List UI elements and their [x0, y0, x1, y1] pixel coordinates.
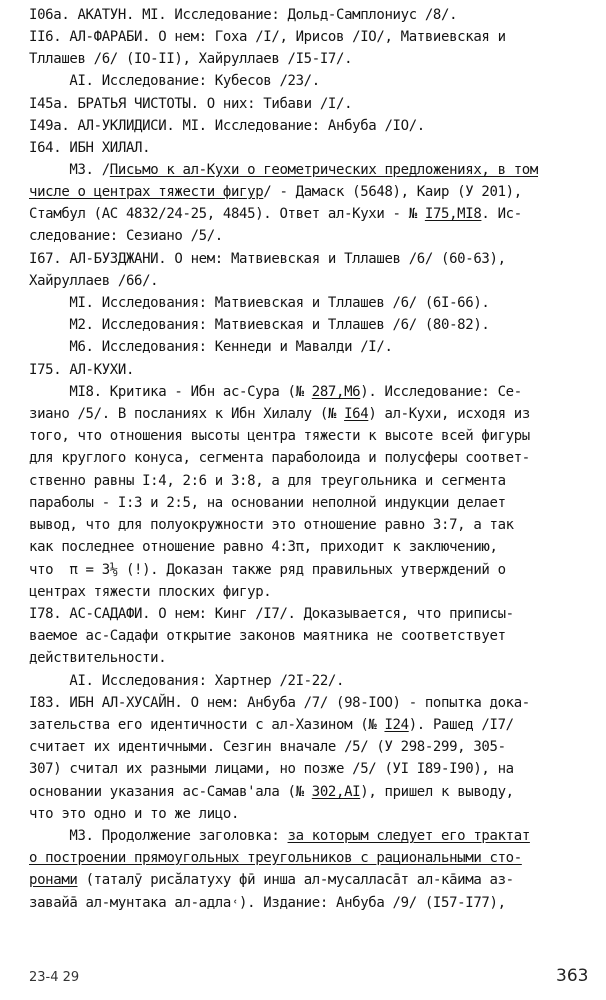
text-line — [29, 692, 530, 714]
text-line — [29, 225, 223, 247]
text-line — [29, 93, 352, 115]
line-text: считает их идентичными. Сезгин вначале /5/ (У 298-299, 305- — [29, 739, 506, 755]
text-line — [29, 825, 530, 847]
text-line — [29, 803, 239, 825]
text-line — [29, 492, 506, 514]
line-text: центрах тяжести плоских фигур. — [29, 584, 272, 600]
line-text: завайа̄ ал-мунтака ал-адла˓). Издание: Анбуба /9/ (I57-I77), — [29, 895, 506, 911]
underlined-text: Письмо к ал-Кухи о геометрических предложениях, в том — [109, 162, 538, 178]
line-text: Стамбул (АС 4832/24-25, 4845). Ответ ал-Кухи - № — [29, 206, 425, 222]
underlined-text: I64 — [344, 406, 369, 422]
line-text: ваемое ас-Садафи открытие законов маятника не соответствует — [29, 628, 506, 644]
line-text: для круглого конуса, сегмента параболоида и полусферы соответ- — [29, 450, 530, 466]
text-line — [29, 869, 514, 891]
text-line — [29, 447, 530, 469]
line-text: I45a. БРАТЬЯ ЧИСТОТЫ. О них: Тибави /I/. — [29, 96, 353, 112]
line-text: I67. АЛ-БУЗДЖАНИ. О нем: Матвиевская и Тллашев /6/ (60-63), — [29, 251, 506, 267]
line-text: вывод, что для полуокружности это отношение равно 3:7, а так — [29, 517, 514, 533]
line-text: следование: Сезиано /5/. — [29, 228, 223, 244]
line-text: M2. Исследования: Матвиевская и Тллашев /6/ (80-82). — [29, 317, 490, 333]
line-text: AI. Исследования: Хартнер /2I-22/. — [29, 673, 345, 689]
text-line — [29, 714, 514, 736]
line-text: . Ис- — [481, 206, 522, 222]
line-text: ). Рашед /I7/ — [408, 717, 514, 733]
text-line — [29, 292, 490, 314]
text-line — [29, 892, 506, 914]
line-text: MI8. Критика - Ибн ас-Сура (№ — [29, 384, 312, 400]
text-line — [29, 314, 490, 336]
text-line — [29, 159, 538, 181]
text-line — [29, 603, 514, 625]
text-line — [29, 758, 514, 780]
underlined-text: 287,M6 — [311, 384, 361, 400]
text-line — [29, 270, 158, 292]
line-text: что это одно и то же лицо. — [29, 806, 240, 822]
text-line — [29, 115, 425, 137]
line-text: MI. Исследования: Матвиевская и Тллашев /6/ (6I-66). — [29, 295, 490, 311]
text-line — [29, 403, 530, 425]
line-text: параболы - I:3 и 2:5, на основании неполной индукции делает — [29, 495, 506, 511]
line-text: I78. АС-САДАФИ. О нем: Кинг /I7/. Доказывается, что приписы- — [29, 606, 514, 622]
line-text: зиано /5/. В посланиях к Ибн Хилалу (№ — [29, 406, 345, 422]
line-text: M6. Исследования: Кеннеди и Мавалди /I/. — [29, 339, 393, 355]
text-line — [29, 359, 134, 381]
footer-code: 23-4 29 — [29, 970, 80, 985]
line-text: Тллашев /6/ (IO-II), Хайруллаев /I5-I7/. — [29, 51, 353, 67]
line-text: II6. АЛ-ФАРАБИ. О нем: Гоха /I/, Ирисов /IO/, Матвиевская и — [29, 29, 506, 45]
line-text: как последнее отношение равно 4:3π, приходит к заключению, — [29, 539, 498, 555]
line-text: того, что отношения высоты центра тяжести к высоте всей фигуры — [29, 428, 530, 444]
text-line — [29, 847, 522, 869]
underlined-text: I24 — [384, 717, 409, 733]
text-line — [29, 381, 522, 403]
line-text: I64. ИБН ХИЛАЛ. — [29, 140, 151, 156]
underlined-text: I75,MI8 — [424, 206, 482, 222]
underlined-text: ронами — [29, 872, 78, 888]
text-line — [29, 137, 150, 159]
text-line — [29, 425, 530, 447]
text-line — [29, 647, 166, 669]
line-text: MЗ. Продолжение заголовка: — [29, 828, 288, 844]
line-text: ) ал-Кухи, исходя из — [368, 406, 530, 422]
text-line — [29, 70, 320, 92]
text-line — [29, 4, 457, 26]
line-text: действительности. — [29, 650, 167, 666]
underlined-text: 302,AI — [311, 784, 361, 800]
underlined-text: за которым следует его трактат — [287, 828, 530, 844]
line-text: зательства его идентичности с ал-Хазином (№ — [29, 717, 385, 733]
text-line — [29, 26, 506, 48]
line-text: основании указания ас-Самав'ала (№ — [29, 784, 312, 800]
line-text: ственно равны I:4, 2:6 и 3:8, а для треугольника и сегмента — [29, 473, 506, 489]
underlined-text: числе о центрах тяжести фигур — [29, 184, 264, 200]
line-text: AI. Исследование: Кубесов /23/. — [29, 73, 320, 89]
text-line — [29, 181, 522, 203]
text-line — [29, 559, 506, 581]
text-line — [29, 514, 514, 536]
line-text: (таталӯ рисӑлатуху фӣ инша ал-мусалласа̄т ал-ка̄има аз- — [77, 872, 514, 888]
text-line — [29, 336, 393, 358]
line-text: I83. ИБН АЛ-ХУСАЙН. О нем: Анбуба /7/ (98-IOO) - попытка дока- — [29, 695, 530, 711]
text-line — [29, 470, 506, 492]
line-text: / - Дамаск (5648), Каир (У 201), — [263, 184, 522, 200]
underlined-text: о построении прямоугольных треугольников с рациональными сто- — [29, 850, 522, 866]
text-line — [29, 203, 522, 225]
line-text: I06a. АКАТУН. MI. Исследование: Дольд-Самплониус /8/. — [29, 7, 458, 23]
line-text: I49a. АЛ-УКЛИДИСИ. MI. Исследование: Анбуба /IO/. — [29, 118, 425, 134]
line-text: MЗ. / — [29, 162, 110, 178]
text-line — [29, 670, 344, 692]
text-line — [29, 536, 498, 558]
line-text: ). Исследование: Се- — [360, 384, 522, 400]
page-number: 363 — [556, 966, 589, 986]
text-line — [29, 781, 514, 803]
line-text: I75. АЛ-КУХИ. — [29, 362, 135, 378]
line-text: Хайруллаев /66/. — [29, 273, 159, 289]
text-line — [29, 48, 352, 70]
text-line — [29, 248, 506, 270]
text-line — [29, 736, 506, 758]
line-text: ), пришел к выводу, — [360, 784, 514, 800]
text-line — [29, 581, 271, 603]
line-text: 307) считал их разными лицами, но позже /5/ (УI I89-I90), на — [29, 761, 514, 777]
line-text: что π = 3⅑ (!). Доказан также ряд правильных утверждений о — [29, 562, 506, 578]
text-line — [29, 625, 506, 647]
